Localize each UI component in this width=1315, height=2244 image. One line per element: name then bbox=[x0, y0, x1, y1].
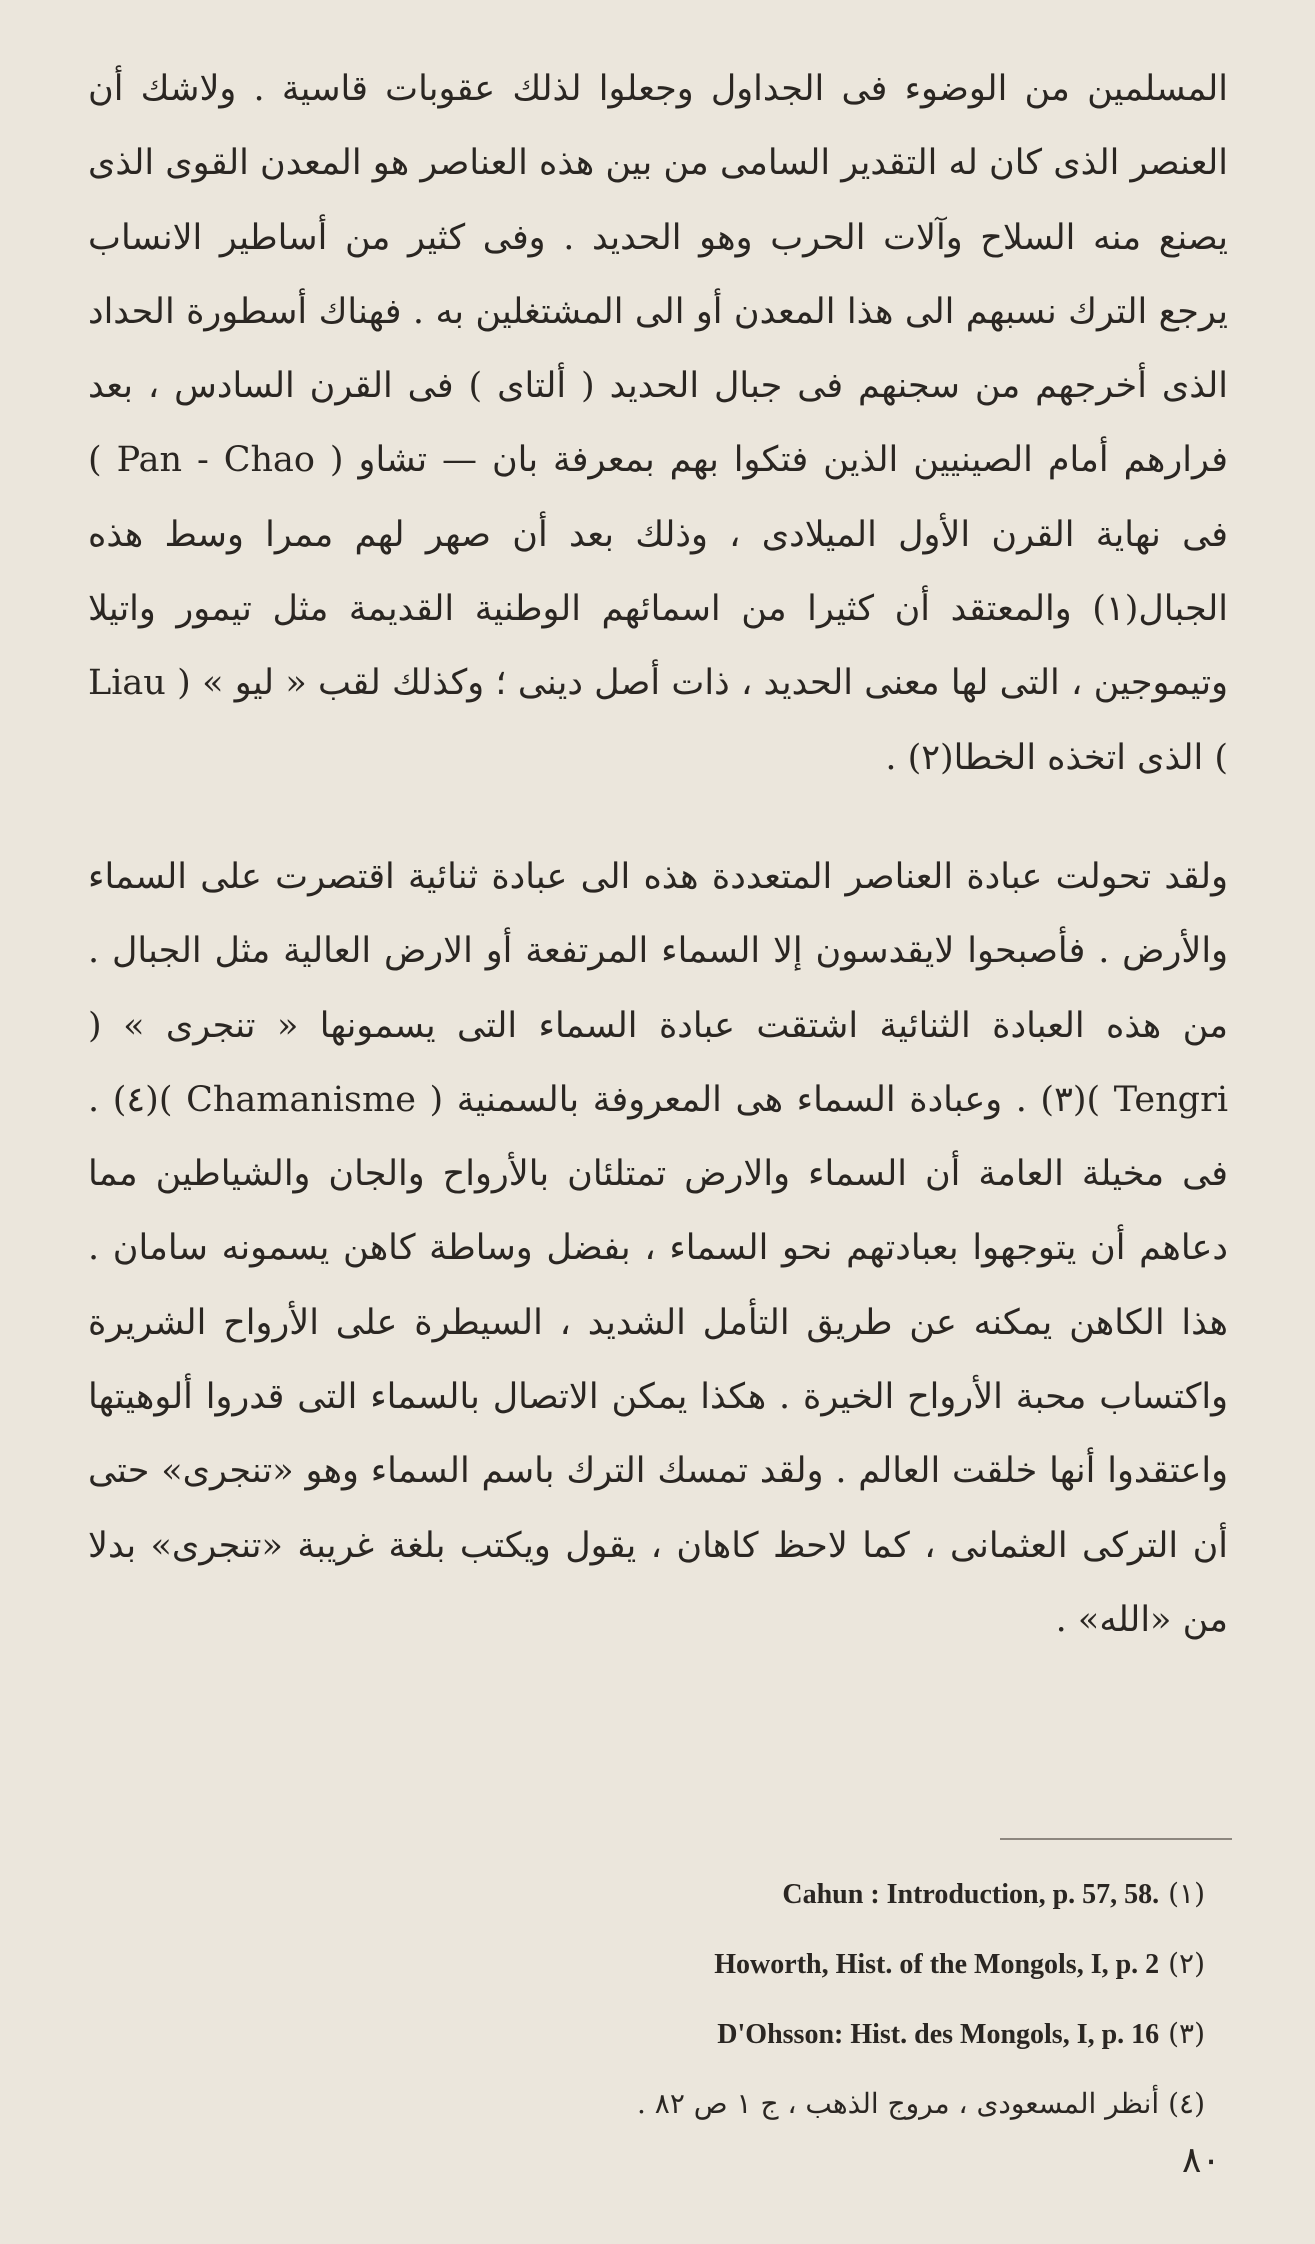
footnote-text: أنظر المسعودى ، مروج الذهب ، ج ١ ص ٨٢ . bbox=[636, 2087, 1160, 2120]
footnote-4 bbox=[385, 2075, 1205, 2145]
main-text bbox=[88, 52, 1228, 1657]
footnote-text: D'Ohsson: Hist. des Mongols, I, p. 16 bbox=[717, 2019, 1160, 2050]
footnote-1 bbox=[385, 1865, 1205, 1935]
footnote-number: (٣) bbox=[1168, 2017, 1205, 2050]
footnote-text: Cahun : Introduction, p. 57, 58. bbox=[782, 1879, 1160, 1910]
paragraph-1: المسلمين من الوضوء فى الجداول وجعلوا لذلك عقوبات قاسية . ولاشك أن العنصر الذى كان له التقدير السامى من بين هذه العناصر هو المعدن القوى الذى يصنع منه السلاح وآلات الحرب وهو الحديد . وفى كثير من أساطير الانساب يرجع الترك نسبهم الى هذا المعدن أو الى المشتغلين به . فهناك أسطورة الحداد الذى أخرجهم من سجنهم فى جبال الحديد ( ألتاى ) فى القرن السادس ، بعد فرارهم أمام الصينيين الذين فتكوا بهم بمعرفة بان — تشاو ( Pan - Chao ) فى نهاية القرن الأول الميلادى ، وذلك بعد أن صهر لهم ممرا وسط هذه الجبال(١) والمعتقد أن كثيرا من اسمائهم الوطنية القديمة مثل تيمور واتيلا وتيموجين ، التى لها معنى الحديد ، ذات أصل دينى ؛ وكذلك لقب « ليو » ( Liau ) الذى اتخذه الخطا(٢) . bbox=[88, 69, 1228, 778]
page-number: ٨٠ bbox=[1182, 2140, 1221, 2181]
footnotes bbox=[385, 1865, 1205, 2145]
footnote-number: (١) bbox=[1168, 1877, 1205, 1910]
footnote-2 bbox=[385, 1935, 1205, 2005]
footnote-number: (٤) bbox=[1168, 2087, 1205, 2120]
footnote-text: Howorth, Hist. of the Mongols, I, p. 2 bbox=[714, 1949, 1160, 1980]
footnote-3 bbox=[385, 2005, 1205, 2075]
paragraph-2: ولقد تحولت عبادة العناصر المتعددة هذه الى عبادة ثنائية اقتصرت على السماء والأرض . فأصبحوا لايقدسون إلا السماء المرتفعة أو الارض العالية مثل الجبال . من هذه العبادة الثنائية اشتقت عبادة السماء التى يسمونها « تنجرى » ( Tengri )(٣) . وعبادة السماء هى المعروفة بالسمنية ( Chamanisme )(٤) . فى مخيلة العامة أن السماء والارض تمتلئان بالأرواح والجان والشياطين مما دعاهم أن يتوجهوا بعبادتهم نحو السماء ، بفضل وساطة كاهن يسمونه سامان . هذا الكاهن يمكنه عن طريق التأمل الشديد ، السيطرة على الأرواح الشريرة واكتساب محبة الأرواح الخيرة . هكذا يمكن الاتصال بالسماء التى قدروا ألوهيتها واعتقدوا أنها خلقت العالم . ولقد تمسك الترك باسم السماء وهو «تنجرى» حتى أن التركى العثمانى ، كما لاحظ كاهان ، يقول ويكتب بلغة غريبة «تنجرى» بدلا من «الله» . bbox=[88, 856, 1229, 1640]
footnote-divider bbox=[1000, 1838, 1232, 1840]
footnote-number: (٢) bbox=[1168, 1947, 1205, 1980]
